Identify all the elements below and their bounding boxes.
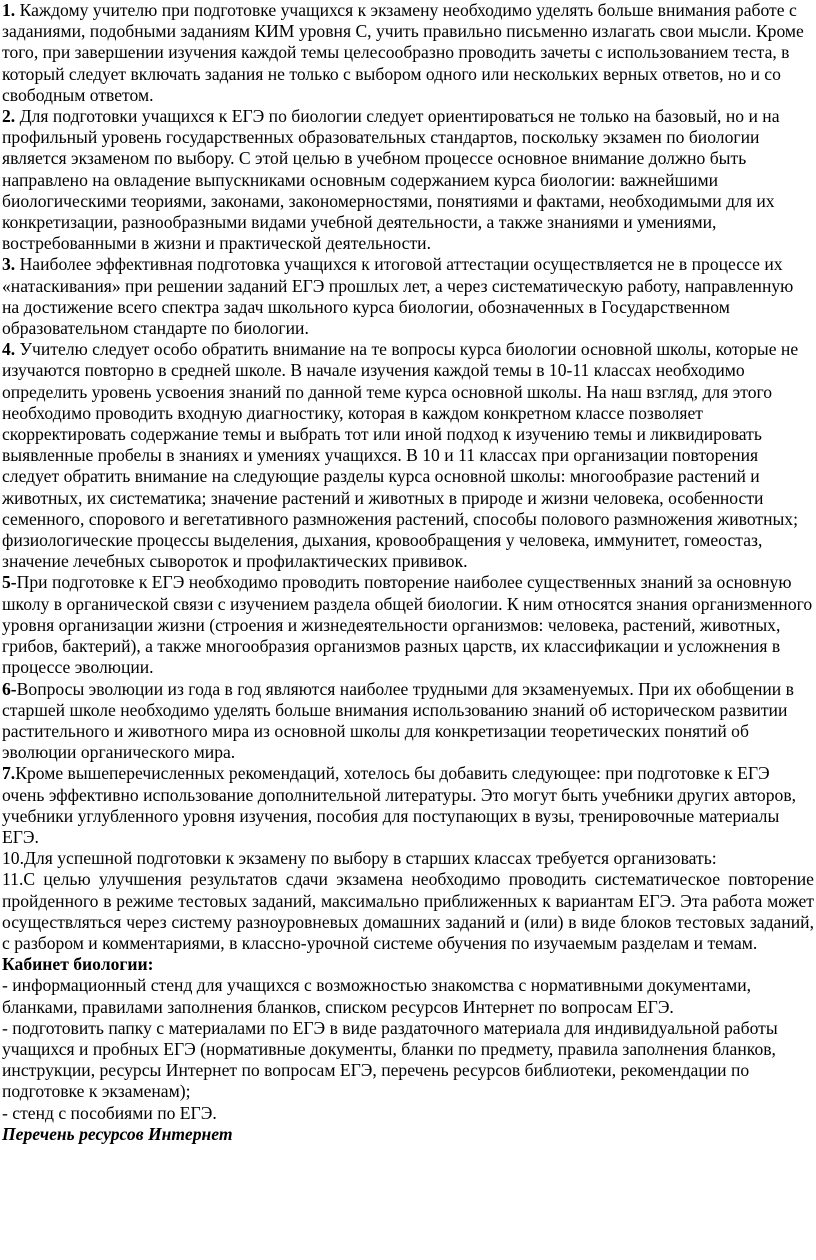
cabinet-item-1: - информационный стенд для учащихся с возможностью знакомства с нормативными документами, бланками, правилами заполнения бланков, списком ресурсов Интернет по вопросам ЕГЭ.	[2, 975, 752, 1017]
paragraph-4	[2, 339, 814, 572]
paragraph-number: 2.	[2, 106, 16, 127]
paragraph-text: Для подготовки учащихся к ЕГЭ по биологии следует ориентироваться не только на базовый, но и на профильный уровень государственных образовательных стандартов, поскольку экзамен по биологии является экзаменом по выбору. С этой целью в учебном процессе основное внимание должно быть направлено на овладение выпускниками основным содержанием курса биологии: важнейшими биологическими теориями, законами, закономерностями, понятиями и фактами, необходимыми для их конкретизации, разнообразными видами учебной деятельности, а также знаниями и умениями, востребованными в жизни и практической деятельности.	[2, 106, 780, 254]
paragraph-3	[2, 254, 814, 339]
paragraph-11: 11.С целью улучшения результатов сдачи экзамена необходимо проводить систематическое повторение пройденного в режиме тестовых заданий, максимально приближенных к вариантам ЕГЭ. Эта работа может осуществляться через систему разноуровневых домашних заданий и (или) в виде блоков тестовых заданий, с разбором и комментариями, в классно-урочной системе обучения по изучаемым разделам и темам.	[2, 869, 814, 953]
paragraph-text: При подготовке к ЕГЭ необходимо проводить повторение наиболее существенных знаний за основную школу в органической связи с изучением раздела общей биологии. К ним относятся знания организменного уровня организации жизни (строения и жизнедеятельности организмов: человека, растений, животных, грибов, бактерий), а также многообразия организмов разных царств, их классификации и усложнения в процессе эволюции.	[2, 572, 813, 678]
paragraph-5	[2, 572, 814, 678]
paragraph-1	[2, 0, 814, 106]
cabinet-heading: Кабинет биологии:	[2, 954, 154, 975]
paragraph-text: Вопросы эволюции из года в год являются наиболее трудными для экзаменуемых. При их обобщении в старшей школе необходимо уделять больше внимания использованию знаний об историческом развитии растительного и животного мира из основной школы для конкретизации теоретических понятий об эволюции органического мира.	[2, 678, 794, 763]
paragraph-7	[2, 763, 814, 848]
resources-heading: Перечень ресурсов Интернет	[2, 1123, 233, 1144]
paragraph-6	[2, 679, 814, 764]
paragraph-text: Кроме вышеперечисленных рекомендаций, хотелось бы добавить следующее: при подготовке к ЕГЭ очень эффективно использование дополнительной литературы. Это могут быть учебники других авторов, учебники углубленного уровня изучения, пособия для поступающих в вузы, тренировочные материалы ЕГЭ.	[2, 763, 797, 847]
cabinet-item-2: - подготовить папку с материалами по ЕГЭ в виде раздаточного материала для индивидуальной работы учащихся и пробных ЕГЭ (нормативные документы, бланки по предмету, правила заполнения бланков, инструкции, ресурсы Интернет по вопросам ЕГЭ, перечень ресурсов библиотеки, рекомендации по подготовке к экзаменам);	[2, 1017, 778, 1102]
paragraph-number: 4.	[2, 339, 16, 360]
paragraph-2	[2, 106, 814, 254]
paragraph-text: Учителю следует особо обратить внимание на те вопросы курса биологии основной школы, которые не изучаются повторно в средней школе. В начале изучения каждой темы в 10-11 классах необходимо определить уровень усвоения знаний по данной теме курса основной школы. На наш взгляд, для этого необходимо проводить входную диагностику, которая в каждом конкретном классе позволяет скорректировать содержание темы и выбрать тот или иной подход к изучению темы и ликвидировать выявленные пробелы в знаниях и умениях учащихся. В 10 и 11 классах при организации повторения следует обратить внимание на следующие разделы курса основной школы: многообразие растений и животных, их систематика; значение растений и животных в природе и жизни человека, особенности семенного, спорового и вегетативного размножения растений, способы полового размножения животных; физиологические процессы выделения, дыхания, кровообращения у человека, иммунитет, гомеостаз, значение лечебных сывороток и профилактических прививок.	[2, 339, 799, 572]
paragraph-number: 6-	[2, 678, 17, 699]
paragraph-text: Наиболее эффективная подготовка учащихся к итоговой аттестации осуществляется не в процессе их «натаскивания» при решении заданий ЕГЭ прошлых лет, а через систематическую работу, направленную на достижение всего спектра задач школьного курса биологии, обозначенных в Государственном образовательном стандарте по биологии.	[2, 254, 794, 339]
cabinet-item-3: - стенд с пособиями по ЕГЭ.	[2, 1102, 217, 1123]
paragraph-text: Каждому учителю при подготовке учащихся к экзамену необходимо уделять больше внимания работе с заданиями, подобными заданиям КИМ уровня С, учить правильно письменно излагать свои мысли. Кроме того, при завершении изучения каждой темы целесообразно проводить зачеты с использованием теста, в который следует включать задания не только с выбором одного или нескольких верных ответов, но и со свободным ответом.	[2, 0, 804, 105]
paragraph-number: 7.	[2, 763, 16, 784]
paragraph-10: 10.Для успешной подготовки к экзамену по выбору в старших классах требуется организовать:	[2, 848, 717, 869]
paragraph-number: 1.	[2, 0, 16, 20]
paragraph-number: 5-	[2, 572, 17, 593]
paragraph-number: 3.	[2, 254, 16, 275]
